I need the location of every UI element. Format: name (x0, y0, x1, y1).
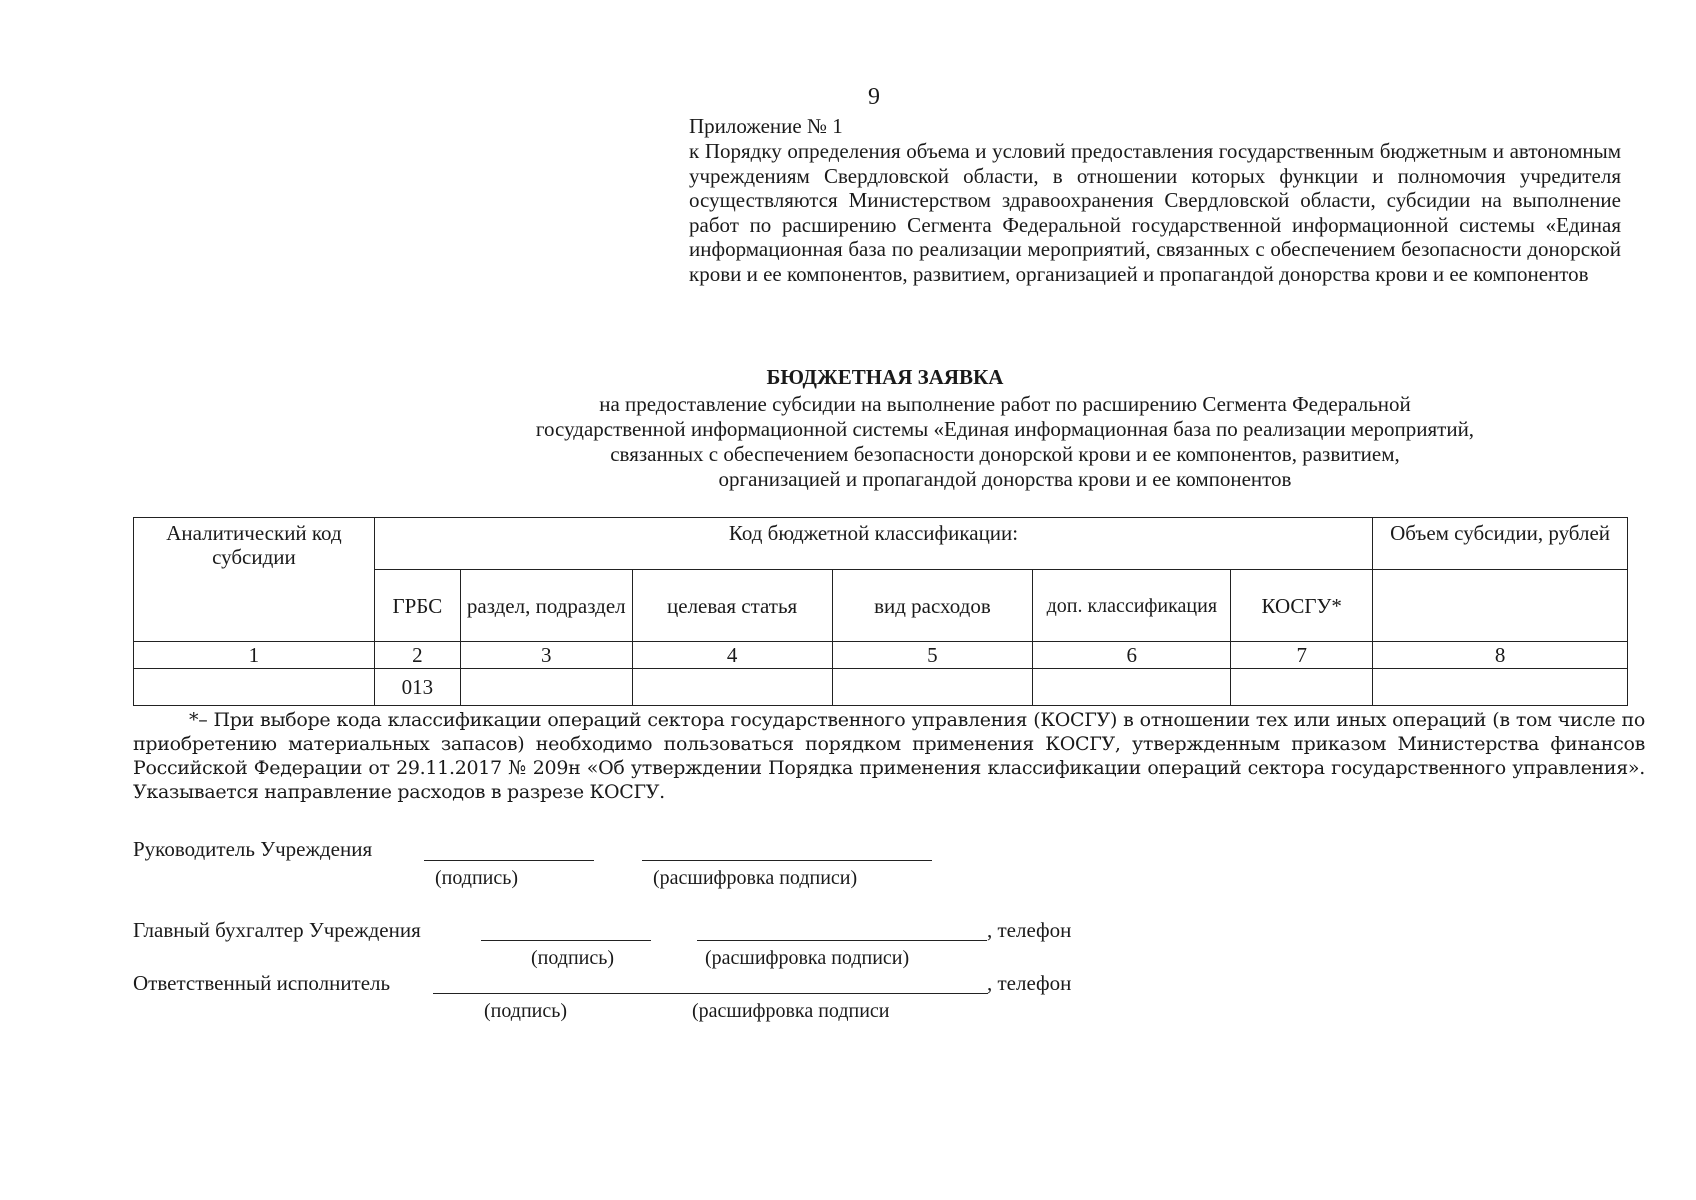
data-cell (460, 669, 632, 706)
appendix-title: Приложение № 1 (689, 114, 843, 138)
accountant-signature-line (481, 940, 651, 941)
page-number: 9 (868, 84, 880, 110)
accountant-phone-label: , телефон (987, 918, 1072, 942)
column-number: 1 (134, 642, 375, 669)
data-cell (632, 669, 832, 706)
subheader-extra-classification: доп. классификация (1033, 570, 1231, 642)
data-cell (1033, 669, 1231, 706)
budget-table (133, 517, 1628, 706)
subheader-grbs: ГРБС (374, 570, 460, 642)
column-number: 3 (460, 642, 632, 669)
subheader-expense-type: вид расходов (832, 570, 1033, 642)
subtitle-line: государственной информационной системы «Единая информационная база по реализации мероприятий, (535, 417, 1475, 441)
column-number: 5 (832, 642, 1033, 669)
head-signature-line (424, 860, 594, 861)
data-cell (134, 669, 375, 706)
executor-sign-caption: (подпись) (484, 1000, 568, 1022)
executor-decode-caption: (расшифровка подписи (692, 1000, 890, 1022)
executor-phone-label: , телефон (987, 971, 1072, 995)
data-cell-grbs: 013 (374, 669, 460, 706)
header-kbk: Код бюджетной классификации: (374, 518, 1372, 570)
column-number: 7 (1231, 642, 1373, 669)
subtitle-line: на предоставление субсидии на выполнение работ по расширению Сегмента Федеральной (599, 392, 1411, 416)
column-number: 4 (632, 642, 832, 669)
accountant-label: Главный бухгалтер Учреждения (133, 918, 421, 942)
document-subtitle (440, 392, 1570, 492)
head-decode-line (642, 860, 932, 861)
executor-signature-line (433, 993, 988, 994)
subheader-target-article: целевая статья (632, 570, 832, 642)
subtitle-line: связанных с обеспечением безопасности донорской крови и ее компонентов, развитием, (610, 442, 1400, 466)
accountant-sign-caption: (подпись) (531, 947, 615, 969)
header-analytic-code: Аналитический код субсидии (134, 518, 375, 642)
executor-label: Ответственный исполнитель (133, 971, 391, 995)
data-cell (1373, 669, 1628, 706)
column-number: 2 (374, 642, 460, 669)
appendix-text: к Порядку определения объема и условий предоставления государственным бюджетным и автономным учреждениям Свердловской области, в отношении которых функции и полномочия учредителя осуществляются Министерством здравоохранения Свердловской области, субсидии на выполнение работ по расширению Сегмента Федеральной государственной информационной системы «Единая информационная база по реализации мероприятий, связанных с обеспечением безопасности донорской крови и ее компонентов, развитием, организацией и пропагандой донорства крови и ее компонентов (689, 139, 1621, 286)
data-cell (832, 669, 1033, 706)
subheader-volume-empty (1373, 570, 1628, 642)
document-title: БЮДЖЕТНАЯ ЗАЯВКА (766, 365, 1004, 389)
subheader-section: раздел, подраздел (460, 570, 632, 642)
data-cell (1231, 669, 1373, 706)
head-decode-caption: (расшифровка подписи) (653, 867, 858, 889)
accountant-decode-line (697, 940, 987, 941)
accountant-decode-caption: (расшифровка подписи) (705, 947, 910, 969)
subtitle-line: организацией и пропагандой донорства крови и ее компонентов (718, 467, 1292, 491)
head-label: Руководитель Учреждения (133, 837, 373, 861)
header-subsidy-volume: Объем субсидии, рублей (1373, 518, 1628, 570)
head-sign-caption: (подпись) (435, 867, 519, 889)
kosgu-footnote: *– При выборе кода классификации операций сектора государственного управления (КОСГУ) в отношении тех или иных операций (в том числе по приобретению материальных запасов) необходимо пользоваться порядком применения КОСГУ, утвержденным приказом Министерства финансов Российской Федерации от 29.11.2017 № 209н «Об утверждении Порядка применения классификации операций сектора государственного управления». Указывается направление расходов в разрезе КОСГУ. (133, 709, 1645, 803)
subheader-kosgu: КОСГУ* (1231, 570, 1373, 642)
column-number: 6 (1033, 642, 1231, 669)
column-number: 8 (1373, 642, 1628, 669)
